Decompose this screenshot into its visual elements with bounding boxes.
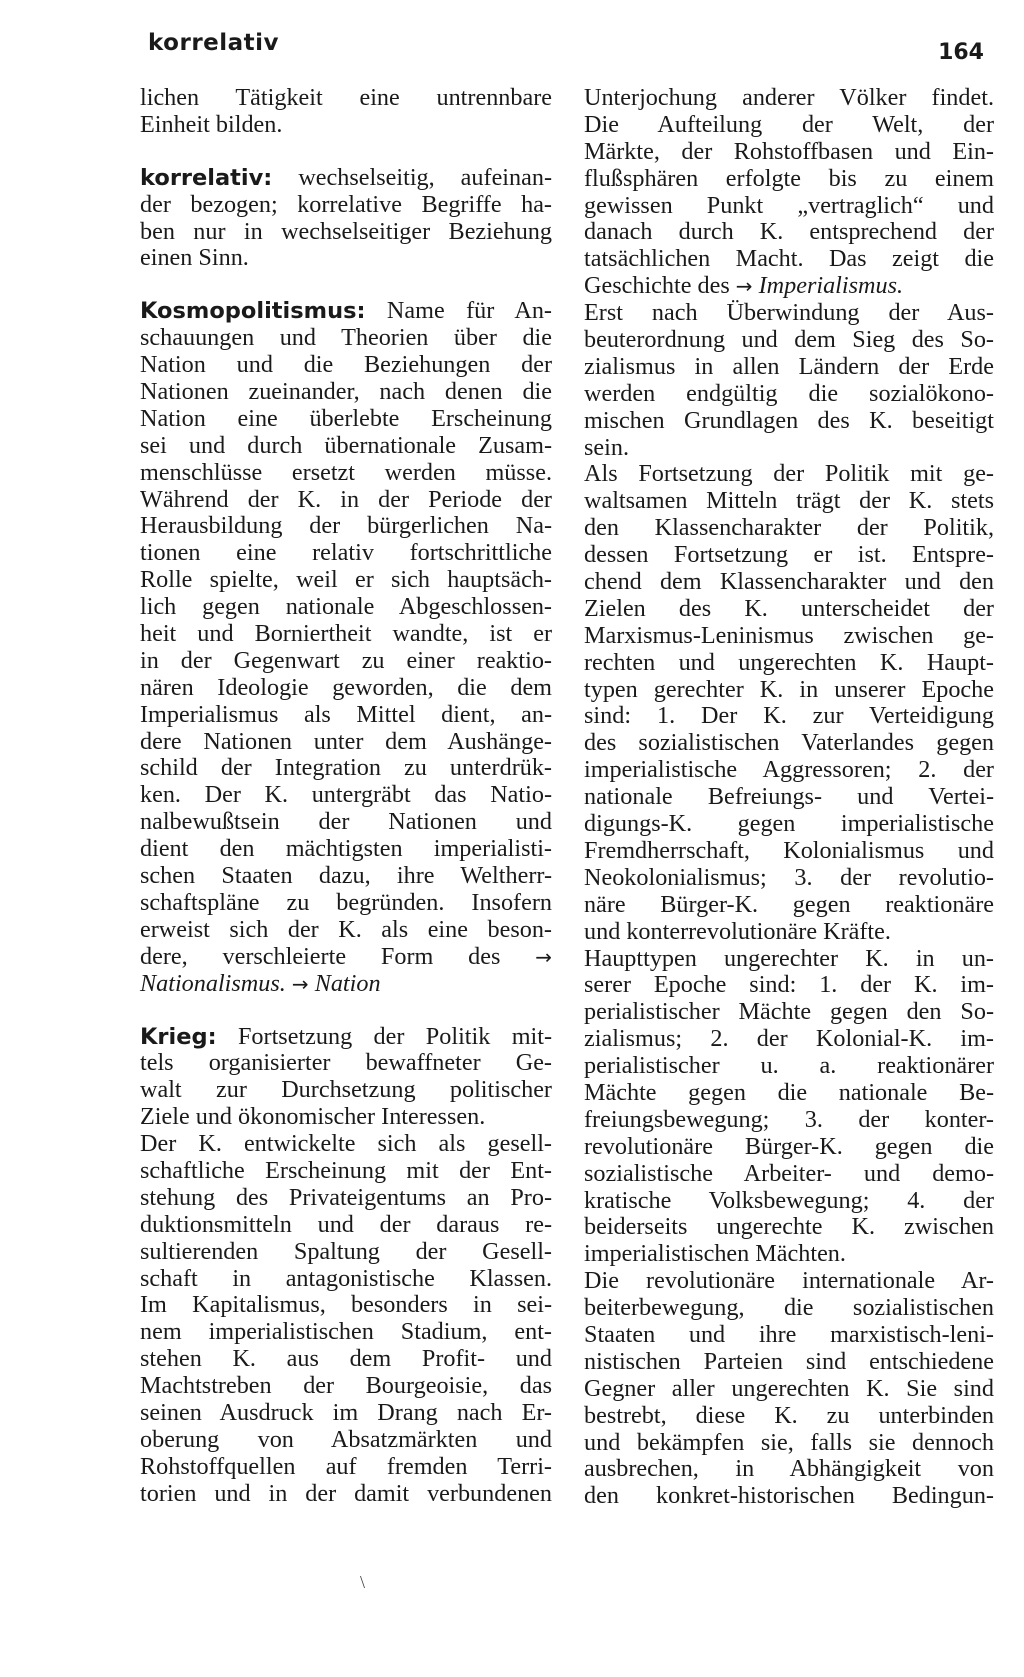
text-line: beuterordnung und dem Sieg des So-	[584, 326, 994, 354]
text-line: Neokolonialismus; 3. der revolutio-	[584, 863, 994, 891]
text-line: seinen Ausdruck im Drang nach Er-	[140, 1398, 552, 1426]
text-line: sultierenden Spaltung der Gesell-	[140, 1237, 552, 1265]
text-line: Im Kapitalismus, besonders in sei-	[140, 1291, 552, 1319]
entry-term: Krieg:	[140, 1023, 217, 1050]
text-segment: Fortsetzung der Politik mit-	[237, 1022, 553, 1050]
text-line: torien und in der damit verbundenen	[140, 1479, 552, 1507]
entry-first-line	[140, 165, 552, 192]
text-line: serer Epoche sind: 1. der K. im-	[584, 971, 994, 999]
text-line: ben nur in wechselseitiger Beziehung	[140, 217, 552, 245]
text-line: sind: 1. Der K. zur Verteidigung	[584, 702, 994, 730]
text-line: Marxismus-Leninismus zwischen ge-	[584, 621, 994, 649]
text-line: schauungen und Theorien über die	[140, 324, 552, 352]
text-line: Herausbildung der bürgerlichen Na-	[140, 512, 552, 540]
right-column	[584, 85, 994, 1510]
text-line: nem imperialistischen Stadium, ent-	[140, 1318, 552, 1346]
text-line: Die revolutionäre internationale Ar-	[584, 1267, 994, 1295]
text-line: des sozialistischen Vaterlandes gegen	[584, 729, 994, 757]
text-line: tionen eine relativ fortschrittliche	[140, 539, 552, 567]
text-line: dere Nationen unter dem Aushänge-	[140, 727, 552, 755]
text-segment: wechselseitig, aufeinan-	[298, 163, 553, 191]
text-line: sozialistische Arbeiter- und demo-	[584, 1159, 994, 1187]
arrow-icon: →	[535, 944, 552, 969]
text-line: zialismus; 2. der Kolonial-K. im-	[584, 1025, 994, 1053]
text-line: menschlüsse ersetzt werden müsse.	[140, 458, 552, 486]
text-line: und konterrevolutionäre Kräfte.	[584, 917, 891, 945]
text-line: schaftliche Erscheinung mit der Ent-	[140, 1156, 552, 1184]
text-line: sein.	[584, 433, 630, 461]
text-line: Einheit bilden.	[140, 110, 283, 138]
text-line: erweist sich der K. als eine beson-	[140, 915, 552, 943]
cross-reference: Nationalismus.	[140, 969, 286, 997]
text-line: Ziele und ökonomischer Interessen.	[140, 1103, 486, 1131]
text-segment: dere, verschleierte Form des	[140, 942, 501, 970]
text-line: schild der Integration zu unterdrük-	[140, 754, 552, 782]
text-line: perialistischer u. a. reaktionärer	[584, 1052, 994, 1080]
text-line: kratische Volksbewegung; 4. der	[584, 1186, 994, 1214]
text-line: Haupttypen ungerechter K. in un-	[584, 944, 994, 972]
paragraph	[584, 300, 994, 461]
text-line: Nation und die Beziehungen der	[140, 351, 552, 379]
text-segment: Geschichte des	[584, 272, 730, 300]
text-line: nistischen Parteien sind entschiedene	[584, 1347, 994, 1375]
text-line: imperialistischen Mächten.	[584, 1240, 846, 1268]
paragraph	[584, 1268, 994, 1510]
text-line: ken. Der K. untergräbt das Natio-	[140, 781, 552, 809]
text-line: Fremdherrschaft, Kolonialismus und	[584, 836, 994, 864]
text-line: danach durch K. entsprechend der	[584, 218, 994, 246]
text-line: Mächte gegen die nationale Be-	[584, 1078, 994, 1106]
text-line: schaftspläne zu begründen. Insofern	[140, 888, 552, 916]
text-line: sei und durch übernationale Zusam-	[140, 431, 552, 459]
text-line: Imperialismus als Mittel dient, an-	[140, 700, 552, 728]
text-line: Machtstreben der Bourgeoisie, das	[140, 1372, 552, 1400]
text-line: tels organisierter bewaffneter Ge-	[140, 1049, 552, 1077]
text-line: imperialistische Aggressoren; 2. der	[584, 756, 994, 784]
text-line: typen gerechter K. in unserer Epoche	[584, 675, 994, 703]
text-line: dessen Fortsetzung er ist. Entspre-	[584, 541, 994, 569]
text-line: Nation eine überlebte Erscheinung	[140, 404, 552, 432]
page-header	[148, 30, 984, 70]
text-line: bestrebt, diese K. zu unterbinden	[584, 1401, 994, 1429]
text-line: Rohstoffquellen auf fremden Terri-	[140, 1452, 552, 1480]
paragraph	[584, 461, 994, 945]
text-line: stehung des Privateigentums an Pro-	[140, 1183, 552, 1211]
print-speck: \	[360, 1572, 366, 1592]
cross-reference: Imperialismus.	[758, 272, 904, 300]
paragraph	[584, 946, 994, 1269]
text-line: revolutionäre Bürger-K. gegen die	[584, 1132, 994, 1160]
text-line: stehen K. aus dem Profit- und	[140, 1345, 552, 1373]
text-line: flußsphären erfolgte bis zu einem	[584, 164, 994, 192]
text-line: beiterbewegung, die sozialistischen	[584, 1294, 994, 1322]
text-line: Während der K. in der Periode der	[140, 485, 552, 513]
text-line: beiderseits ungerechte K. zwischen	[584, 1213, 994, 1241]
text-line: Märkte, der Rohstoffbasen und Ein-	[584, 137, 994, 165]
text-line: duktionsmitteln und der daraus re-	[140, 1210, 552, 1238]
entry-first-line	[140, 298, 552, 325]
text-line: Als Fortsetzung der Politik mit ge-	[584, 460, 994, 488]
left-column	[140, 85, 552, 1508]
text-line: perialistischer Mächte gegen den So-	[584, 998, 994, 1026]
text-line: rechten und ungerechten K. Haupt-	[584, 648, 994, 676]
text-line: und bekämpfen sie, falls sie dennoch	[584, 1428, 994, 1456]
page-number: 164	[938, 40, 984, 65]
entry-korrelativ	[140, 165, 552, 273]
text-line: freiungsbewegung; 3. der konter-	[584, 1105, 994, 1133]
text-line: Unterjochung anderer Völker findet.	[584, 84, 994, 111]
text-line: chend dem Klassencharakter und den	[584, 568, 994, 596]
continuation-paragraph	[140, 85, 552, 139]
text-segment: Name für An-	[386, 297, 552, 325]
text-line: nalbewußtsein der Nationen und	[140, 808, 552, 836]
text-line: zialismus in allen Ländern der Erde	[584, 352, 994, 380]
text-line: lichen Tätigkeit eine untrennbare	[140, 84, 552, 111]
cross-reference-line	[140, 971, 552, 998]
text-line: den konkret-historischen Bedingun-	[584, 1482, 994, 1510]
entry-term: korrelativ:	[140, 164, 273, 191]
text-line: Staaten und ihre marxistisch-leni-	[584, 1320, 994, 1348]
arrow-icon: →	[735, 274, 753, 299]
text-line: Gegner aller ungerechten K. Sie sind	[584, 1374, 994, 1402]
text-line: nationale Befreiungs- und Vertei-	[584, 783, 994, 811]
entry-first-line	[140, 1024, 552, 1051]
text-line: waltsamen Mitteln trägt der K. stets	[584, 487, 994, 515]
text-line: Nationen zueinander, nach denen die	[140, 378, 552, 406]
text-line: einen Sinn.	[140, 244, 249, 272]
krieg-continuation-paragraph	[584, 85, 994, 300]
entry-krieg	[140, 1024, 552, 1508]
text-line: oberung von Absatzmärkten und	[140, 1425, 552, 1453]
text-line: Der K. entwickelte sich als gesell-	[140, 1130, 552, 1158]
text-line: lich gegen nationale Abgeschlossen-	[140, 593, 552, 621]
text-line: ausbrechen, in Abhängigkeit von	[584, 1455, 994, 1483]
text-line: Die Aufteilung der Welt, der	[584, 110, 994, 138]
entry-kosmopolitismus	[140, 298, 552, 997]
cross-reference-line	[584, 273, 994, 300]
text-line: dient den mächtigsten imperialisti-	[140, 835, 552, 863]
text-line: digungs-K. gegen imperialistische	[584, 810, 994, 838]
text-line: werden endgültig die sozialökono-	[584, 379, 994, 407]
text-line: tatsächlichen Macht. Das zeigt die	[584, 245, 994, 273]
running-head: korrelativ	[148, 30, 280, 56]
text-line: schaft in antagonistische Klassen.	[140, 1264, 552, 1292]
text-line: mischen Grundlagen des K. beseitigt	[584, 406, 994, 434]
cross-reference-line	[140, 944, 552, 971]
text-line: in der Gegenwart zu einer reaktio-	[140, 646, 552, 674]
text-line: Zielen des K. unterscheidet der	[584, 594, 994, 622]
text-line: näre Bürger-K. gegen reaktionäre	[584, 890, 994, 918]
text-line: Rolle spielte, weil er sich hauptsäch-	[140, 566, 552, 594]
text-line: nären Ideologie geworden, die dem	[140, 673, 552, 701]
text-line: gewissen Punkt „vertraglich“ und	[584, 191, 994, 219]
text-line: walt zur Durchsetzung politischer	[140, 1076, 552, 1104]
cross-reference: Nation	[314, 969, 381, 997]
entry-term: Kosmopolitismus:	[140, 298, 366, 325]
text-line: der bezogen; korrelative Begriffe ha-	[140, 190, 552, 218]
text-line: heit und Borniertheit wandte, ist er	[140, 620, 552, 648]
text-line: Erst nach Überwindung der Aus-	[584, 299, 994, 327]
text-line: schen Staaten dazu, ihre Weltherr-	[140, 862, 552, 890]
text-line: den Klassencharakter der Politik,	[584, 514, 994, 542]
arrow-icon: →	[291, 971, 309, 996]
